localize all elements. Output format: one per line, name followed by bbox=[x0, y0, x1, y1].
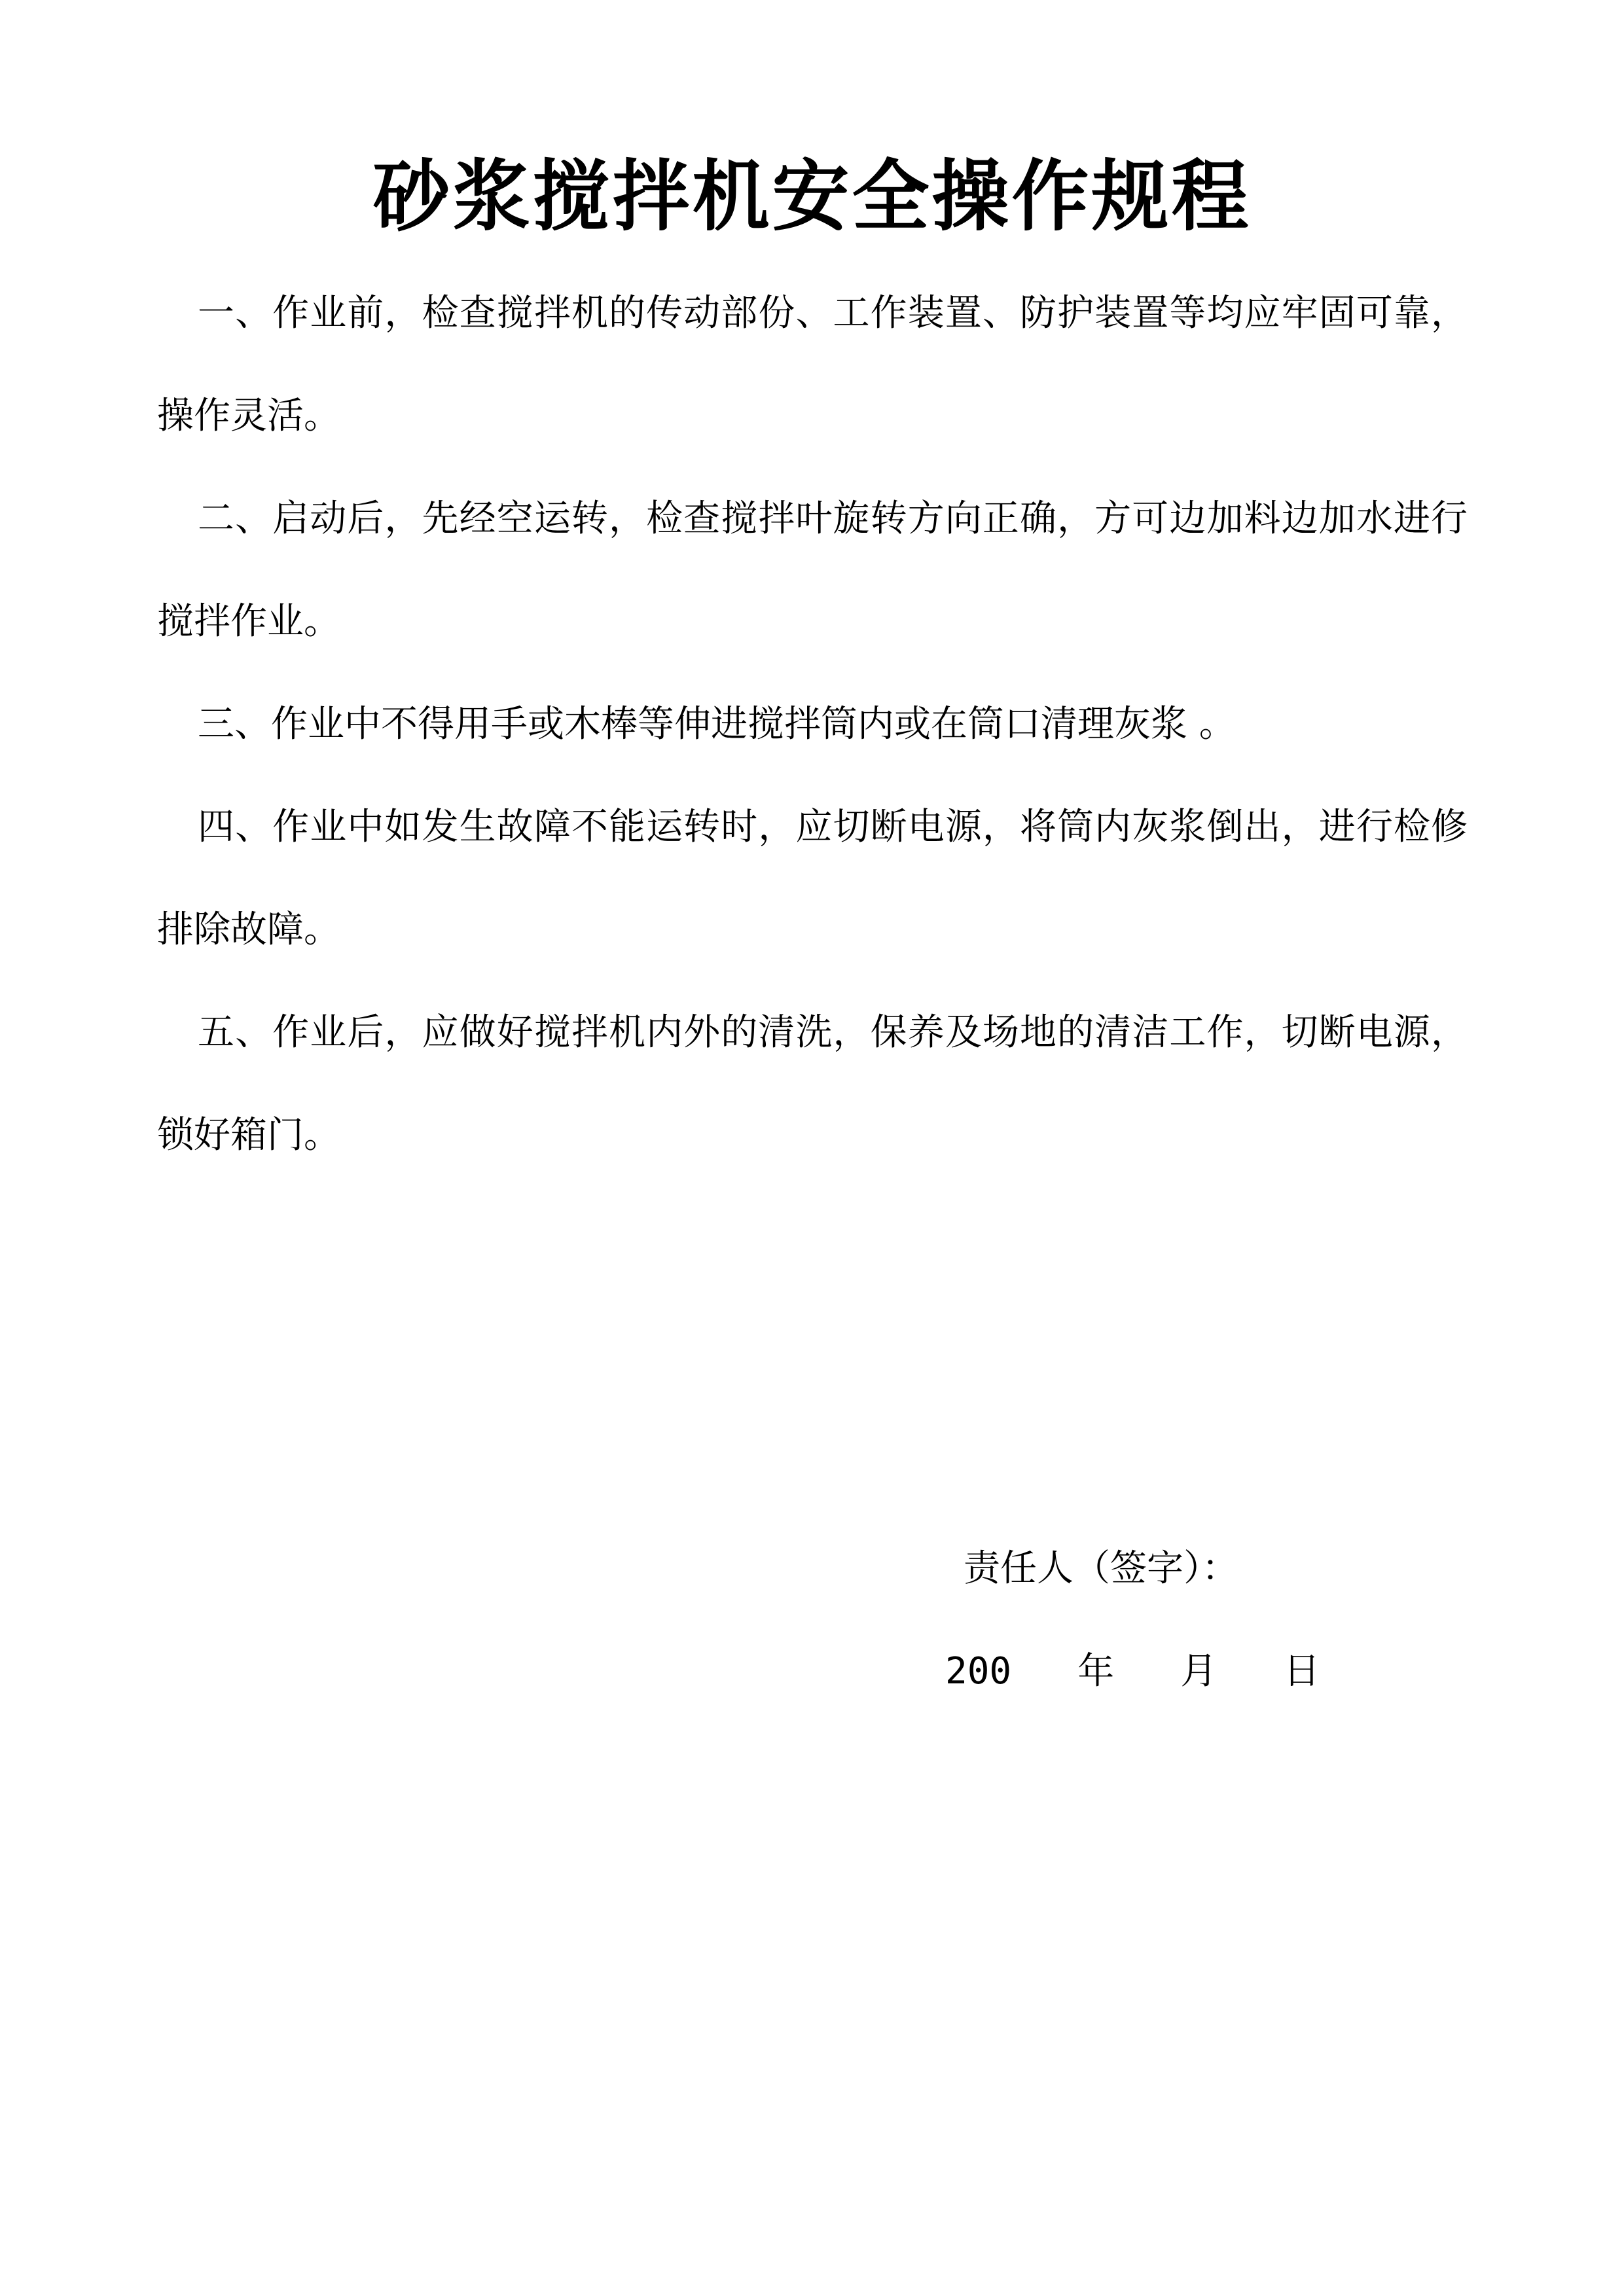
signature-label: 责任人（签字）： bbox=[964, 1547, 1238, 1590]
date-line: 200 年 月 日 bbox=[945, 1650, 1320, 1693]
paragraph-5: 五、作业后，应做好搅拌机内外的清洗，保养及场地的清洁工作，切断电源，锁好箱门。 bbox=[157, 1011, 1468, 1157]
paragraph-3: 三、作业中不得用手或木棒等伸进搅拌筒内或在筒口清理灰浆 。 bbox=[198, 703, 1236, 745]
document-body bbox=[157, 262, 1468, 1187]
paragraph-4: 四、作业中如发生故障不能运转时，应切断电源，将筒内灰浆倒出，进行检修排除故障。 bbox=[157, 806, 1468, 951]
paragraph-2: 二、启动后，先经空运转，检查搅拌叶旋转方向正确，方可边加料边加水进行搅拌作业。 bbox=[157, 497, 1468, 643]
paragraph-1: 一、作业前，检查搅拌机的传动部份、工作装置、防护装置等均应牢固可靠，操作灵活。 bbox=[157, 292, 1468, 437]
document-title: 砂浆搅拌机安全操作规程 bbox=[372, 151, 1252, 242]
